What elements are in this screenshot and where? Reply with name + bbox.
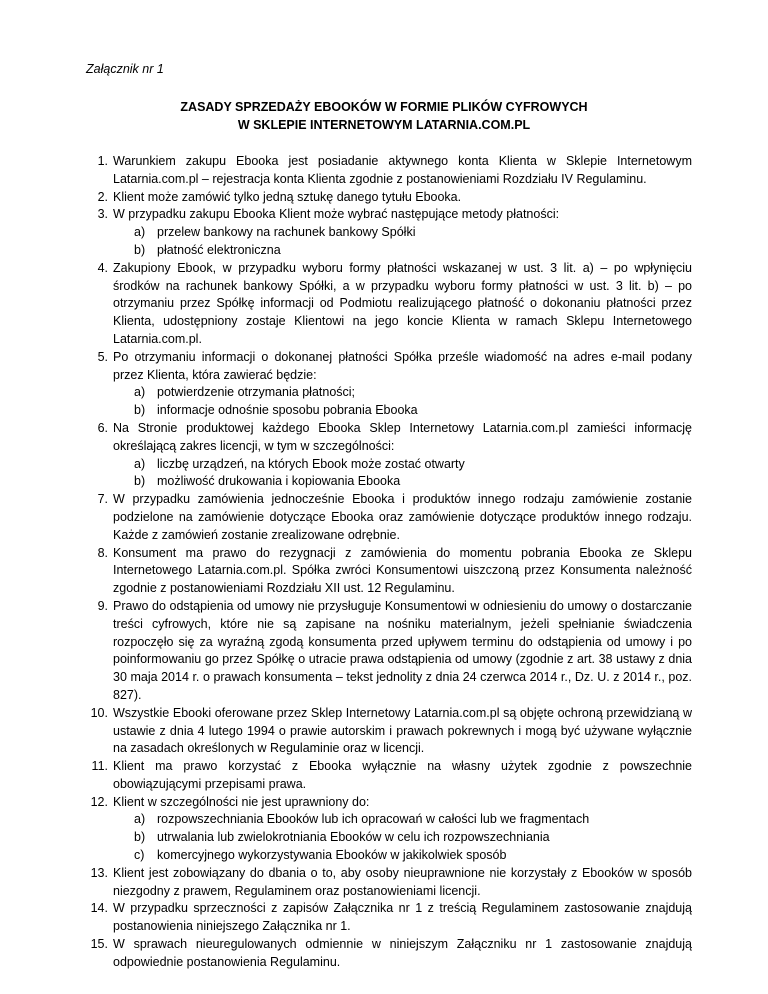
sub-list bbox=[113, 456, 692, 492]
rule-item bbox=[86, 420, 692, 491]
sub-item-letter: a) bbox=[134, 225, 146, 240]
rule-text: Konsument ma prawo do rezygnacji z zamówienia do momentu pobrania Ebooka ze Sklepu Internetowego Latarnia.com.pl. Spółka zwróci Konsumentowi uiszczoną przez Konsumenta należność zgodnie z postanowieniami Rozdziału XII ust. 12 Regulaminu. bbox=[113, 545, 692, 596]
rule-number: 13. bbox=[90, 865, 108, 880]
sub-list bbox=[113, 384, 692, 420]
rule-text: Klient ma prawo korzystać z Ebooka wyłącznie na własny użytek zgodnie z powszechnie obowiązującymi przepisami prawa. bbox=[113, 759, 692, 791]
sub-item-text: płatność elektroniczna bbox=[157, 242, 281, 257]
rule-item bbox=[86, 491, 692, 544]
rule-number: 1. bbox=[97, 154, 108, 168]
title-line-1: ZASADY SPRZEDAŻY EBOOKÓW W FORMIE PLIKÓW CYFROWYCH bbox=[180, 100, 588, 114]
rule-number: 12. bbox=[90, 794, 108, 809]
rule-text: W przypadku sprzeczności z zapisów Załącznika nr 1 z treścią Regulaminem zastosowanie znajdują postanowienia niniejszego Załącznika nr 1. bbox=[113, 901, 692, 934]
rule-number: 5. bbox=[97, 349, 108, 364]
sub-list bbox=[113, 811, 692, 864]
rule-text: Warunkiem zakupu Ebooka jest posiadanie aktywnego konta Klienta w Sklepie Internetowym Latarnia.com.pl – rejestracja konta Klienta zgodnie z postanowieniami Rozdziału IV Regulaminu. bbox=[113, 154, 692, 186]
rules-list bbox=[86, 153, 692, 972]
sub-item-letter: a) bbox=[134, 812, 146, 827]
rule-text: Wszystkie Ebooki oferowane przez Sklep Internetowy Latarnia.com.pl są objęte ochroną przewidzianą w ustawie z dnia 4 lutego 1994 o prawie autorskim i prawach pokrewnych i mogą być używane wyłącznie na zasadach określonych w Regulaminie oraz w licencji. bbox=[113, 705, 692, 756]
rule-number: 7. bbox=[97, 492, 108, 507]
rule-item bbox=[86, 705, 692, 758]
rule-text: W przypadku zamówienia jednocześnie Ebooka i produktów innego rodzaju zamówienie zostanie podzielone na zamówienie dotyczące Ebooka oraz zamówienie dotyczące produktów innego rodzaju. Każde z zamówień zostanie zrealizowane odrębnie. bbox=[113, 492, 692, 542]
rule-item bbox=[86, 260, 692, 349]
sub-item-text: możliwość drukowania i kopiowania Ebooka bbox=[157, 474, 401, 489]
rule-number: 11. bbox=[91, 759, 108, 774]
rule-text: Klient jest zobowiązany do dbania o to, aby osoby nieuprawnione nie korzystały z Ebooków w sposób niezgodny z prawem, Regulaminem oraz postanowieniami licencji. bbox=[113, 865, 692, 898]
rule-item bbox=[86, 545, 692, 598]
sub-item-letter: b) bbox=[134, 242, 146, 257]
rule-text: Zakupiony Ebook, w przypadku wyboru formy płatności wskazanej w ust. 3 lit. a) – po wpłynięciu środków na rachunek bankowy Spółki, a w przypadku wyboru formy płatności w ust. 3 lit. b) – po otrzymaniu przez Spółkę informacji od Podmiotu realizującego płatność o dokonaniu płatności przez Klienta, udostępniony zostaje Klientowi na jego koncie Klienta w ramach Sklepu Internetowego Latarnia.com.pl. bbox=[113, 260, 692, 346]
sub-item-letter: a) bbox=[134, 456, 146, 471]
rule-text: Na Stronie produktowej każdego Ebooka Sklep Internetowy Latarnia.com.pl zamieści informację określającą zakres licencji, w tym w szczególności: bbox=[113, 420, 692, 453]
rule-item bbox=[86, 349, 692, 420]
sub-item bbox=[113, 473, 692, 491]
rule-text: Klient w szczególności nie jest uprawniony do: bbox=[113, 794, 370, 809]
rule-text: Po otrzymaniu informacji o dokonanej płatności Spółka prześle wiadomość na adres e-mail podany przez Klienta, która zawierać będzie: bbox=[113, 349, 692, 382]
title-line-2: W SKLEPIE INTERNETOWYM LATARNIA.COM.PL bbox=[237, 118, 531, 132]
rule-number: 8. bbox=[97, 545, 108, 560]
sub-item bbox=[113, 811, 692, 829]
rule-item bbox=[86, 794, 692, 865]
rule-number: 15. bbox=[90, 937, 108, 952]
rule-text: W sprawach nieuregulowanych odmiennie w niniejszym Załączniku nr 1 zastosowanie znajdują odpowiednie postanowienia Regulaminu. bbox=[113, 937, 692, 969]
sub-item-letter: b) bbox=[134, 830, 146, 845]
rule-number: 4. bbox=[97, 260, 108, 275]
rule-item bbox=[86, 206, 692, 259]
rule-item bbox=[86, 900, 692, 936]
rule-text: Prawo do odstąpienia od umowy nie przysługuje Konsumentowi w odniesieniu do umowy o dostarczanie treści cyfrowych, które nie są zapisane na nośniku materialnym, jeżeli spełnianie świadczenia rozpoczęło się za wyraźną zgodą konsumenta przed upływem terminu do odstąpienia od umowy i po poinformowaniu go przez Spółkę o utracie prawa odstąpienia od umowy (zgodnie z art. 38 ustawy z dnia 30 maja 2014 r. o prawach konsumenta – tekst jednolity z dnia 24 czerwca 2014 r., Dz. U. z 2014 r., poz. 827). bbox=[113, 598, 692, 702]
sub-item-text: przelew bankowy na rachunek bankowy Spółki bbox=[157, 225, 416, 240]
sub-item bbox=[113, 847, 692, 865]
rule-item bbox=[86, 598, 692, 705]
sub-list bbox=[113, 224, 692, 260]
rule-item bbox=[86, 865, 692, 901]
sub-item-text: potwierdzenie otrzymania płatności; bbox=[157, 385, 356, 400]
sub-item bbox=[113, 402, 692, 420]
rule-number: 9. bbox=[97, 598, 108, 613]
rule-text: Klient może zamówić tylko jedną sztukę danego tytułu Ebooka. bbox=[113, 189, 462, 204]
rule-item bbox=[86, 758, 692, 794]
rule-number: 2. bbox=[97, 189, 108, 204]
rule-text: W przypadku zakupu Ebooka Klient może wybrać następujące metody płatności: bbox=[113, 207, 560, 222]
rule-item bbox=[86, 936, 692, 972]
sub-item-letter: b) bbox=[134, 403, 146, 418]
sub-item bbox=[113, 456, 692, 474]
sub-item bbox=[113, 224, 692, 242]
annex-label: Załącznik nr 1 bbox=[86, 62, 164, 76]
rule-item bbox=[86, 153, 692, 189]
sub-item-text: liczbę urządzeń, na których Ebook może zostać otwarty bbox=[157, 456, 465, 471]
sub-item-text: rozpowszechniania Ebooków lub ich opracowań w całości lub we fragmentach bbox=[157, 812, 590, 827]
document-title bbox=[0, 98, 768, 134]
sub-item-letter: a) bbox=[134, 385, 146, 400]
sub-item-text: informacje odnośnie sposobu pobrania Ebooka bbox=[157, 403, 418, 418]
sub-item bbox=[113, 242, 692, 260]
sub-item bbox=[113, 829, 692, 847]
sub-item-text: utrwalania lub zwielokrotniania Ebooków w celu ich rozpowszechniania bbox=[157, 830, 550, 845]
rule-item bbox=[86, 189, 692, 207]
sub-item bbox=[113, 384, 692, 402]
sub-item-letter: c) bbox=[134, 848, 145, 863]
sub-item-text: komercyjnego wykorzystywania Ebooków w jakikolwiek sposób bbox=[157, 848, 507, 863]
rule-number: 3. bbox=[97, 207, 108, 222]
rule-number: 14. bbox=[90, 901, 108, 916]
rule-number: 6. bbox=[97, 420, 108, 435]
sub-item-letter: b) bbox=[134, 474, 146, 489]
rule-number: 10. bbox=[90, 705, 108, 720]
